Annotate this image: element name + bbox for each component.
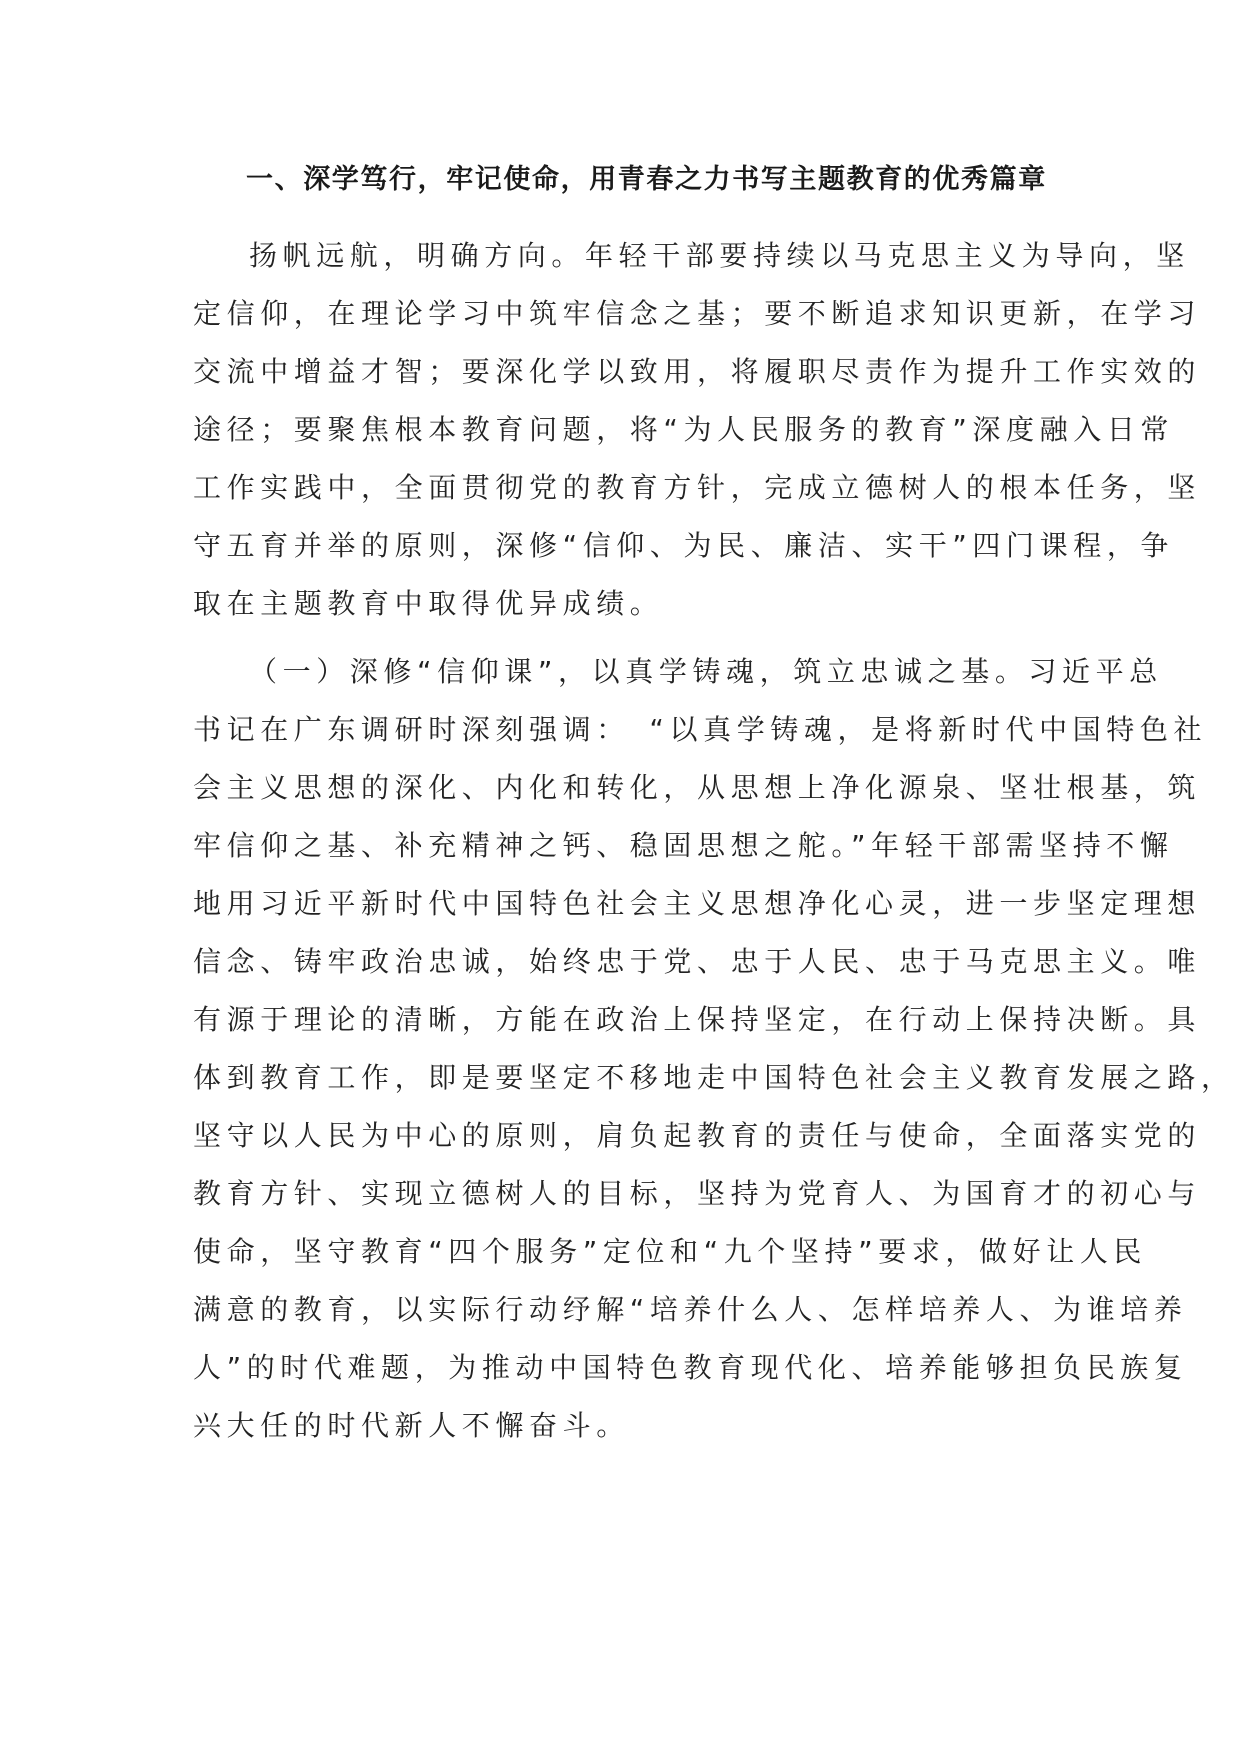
paragraph-line: 信念、铸牢政治忠诚，始终忠于党、忠于人民、忠于马克思主义。唯	[193, 945, 1202, 978]
paragraph-line: （一）深修“信仰课”，以真学铸魂，筑立忠诚之基。习近平总	[249, 655, 1163, 688]
paragraph-line: 使命，坚守教育“四个服务”定位和“九个坚持”要求，做好让人民	[193, 1235, 1148, 1268]
paragraph-line: 牢信仰之基、补充精神之钙、稳固思想之舵。”年轻干部需坚持不懈	[193, 829, 1174, 862]
body-paragraph	[193, 227, 1202, 633]
paragraph-line: 交流中增益才智；要深化学以致用，将履职尽责作为提升工作实效的	[193, 355, 1202, 388]
paragraph-line: 体到教育工作，即是要坚定不移地走中国特色社会主义教育发展之路，	[193, 1061, 1235, 1094]
paragraph-line: 满意的教育，以实际行动纾解“培养什么人、怎样培养人、为谁培养	[193, 1293, 1188, 1326]
paragraph-line: 会主义思想的深化、内化和转化，从思想上净化源泉、坚壮根基，筑	[193, 771, 1202, 804]
paragraph-line: 取在主题教育中取得优异成绩。	[193, 587, 664, 620]
section-heading: 一、深学笃行，牢记使命，用青春之力书写主题教育的优秀篇章	[246, 164, 1047, 195]
paragraph-line: 工作实践中，全面贯彻党的教育方针，完成立德树人的根本任务，坚	[193, 471, 1202, 504]
paragraph-line: 扬帆远航，明确方向。年轻干部要持续以马克思主义为导向，坚	[249, 239, 1190, 272]
paragraph-line: 定信仰，在理论学习中筑牢信念之基；要不断追求知识更新，在学习	[193, 297, 1202, 330]
paragraph-line: 人”的时代难题，为推动中国特色教育现代化、培养能够担负民族复	[193, 1351, 1188, 1384]
body-paragraph	[193, 643, 1235, 1455]
paragraph-line: 书记在广东调研时深刻强调： “以真学铸魂，是将新时代中国特色社	[193, 713, 1208, 746]
paragraph-line: 兴大任的时代新人不懈奋斗。	[193, 1409, 630, 1442]
paragraph-line: 教育方针、实现立德树人的目标，坚持为党育人、为国育才的初心与	[193, 1177, 1202, 1210]
paragraph-line: 途径；要聚焦根本教育问题，将“为人民服务的教育”深度融入日常	[193, 413, 1175, 446]
paragraph-line: 有源于理论的清晰，方能在政治上保持坚定，在行动上保持决断。具	[193, 1003, 1202, 1036]
paragraph-line: 坚守以人民为中心的原则，肩负起教育的责任与使命，全面落实党的	[193, 1119, 1202, 1152]
paragraph-line: 地用习近平新时代中国特色社会主义思想净化心灵，进一步坚定理想	[193, 887, 1202, 920]
paragraph-line: 守五育并举的原则，深修“信仰、为民、廉洁、实干”四门课程，争	[193, 529, 1175, 562]
